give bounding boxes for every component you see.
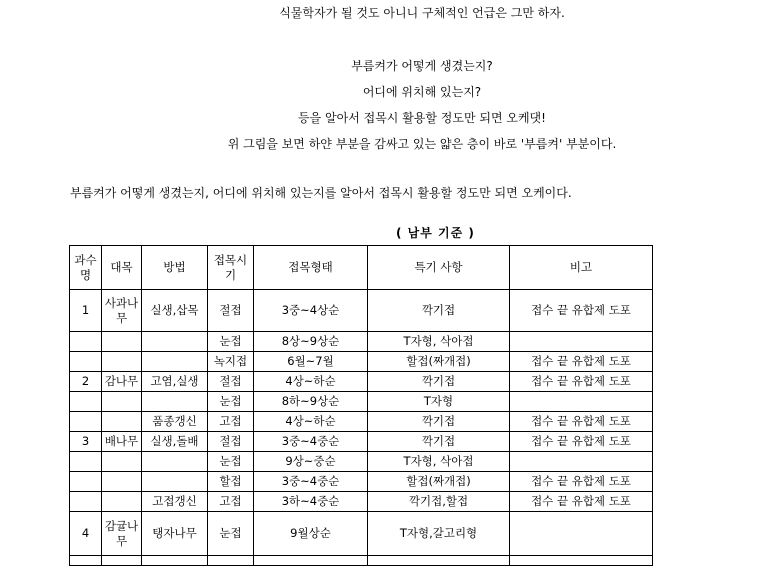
table-cell: 눈접 xyxy=(208,452,254,472)
table-cell: 3중~4중순 xyxy=(254,472,368,492)
table-cell: 녹지접 xyxy=(208,352,254,372)
table-row xyxy=(70,392,653,412)
table-cell: T자형, 삭아접 xyxy=(368,332,510,352)
table-cell: 9상~중순 xyxy=(254,452,368,472)
table-cell: 4상~하순 xyxy=(254,372,368,392)
table-cell xyxy=(142,392,208,412)
table-cell: 눈접 xyxy=(208,392,254,412)
table-cell xyxy=(510,556,653,566)
table-cell: 3중~4중순 xyxy=(254,432,368,452)
table-row xyxy=(70,290,653,332)
basis-note: ( 남부 기준 ) xyxy=(396,226,475,240)
center-line-4: 위 그림을 보면 하얀 부분을 감싸고 있는 얇은 층이 바로 '부름켜' 부분이다. xyxy=(227,137,617,151)
table-cell xyxy=(102,352,142,372)
header-cell: 비고 xyxy=(510,246,653,290)
table-cell: 사과나무 xyxy=(102,290,142,332)
table-cell: T자형, 삭아접 xyxy=(368,452,510,472)
table-row xyxy=(70,472,653,492)
table-row xyxy=(70,556,653,566)
table-cell: 접수 끝 유합제 도포 xyxy=(510,492,653,512)
table-cell xyxy=(510,512,653,556)
table-header-row xyxy=(70,246,653,290)
table-row xyxy=(70,372,653,392)
table-cell: 4상~하순 xyxy=(254,412,368,432)
header-cell: 특기 사항 xyxy=(368,246,510,290)
table-cell xyxy=(102,392,142,412)
table-row xyxy=(70,332,653,352)
table-cell: 깍기접 xyxy=(368,290,510,332)
table-cell: 접수 끝 유합제 도포 xyxy=(510,372,653,392)
summary-text: 부름켜가 어떻게 생겼는지, 어디에 위치해 있는지를 알아서 접목시 활용할 정도만 되면 오케이다. xyxy=(70,186,572,200)
center-line-1: 부름켜가 어떻게 생겼는지? xyxy=(351,59,493,73)
table-cell xyxy=(142,352,208,372)
table-cell: 절접 xyxy=(208,290,254,332)
center-line-2: 어디에 위치해 있는지? xyxy=(362,85,482,99)
table-cell: 절접 xyxy=(208,372,254,392)
table-cell: 3 xyxy=(70,432,102,452)
table-cell xyxy=(142,452,208,472)
header-cell: 접목시기 xyxy=(208,246,254,290)
table-cell: 6월~7월 xyxy=(254,352,368,372)
table-cell: 실생,삽목 xyxy=(142,290,208,332)
table-row xyxy=(70,452,653,472)
table-cell: 눈접 xyxy=(208,512,254,556)
table-cell xyxy=(142,332,208,352)
table-cell xyxy=(102,412,142,432)
table-cell: 고접 xyxy=(208,492,254,512)
table-cell xyxy=(254,556,368,566)
table-cell: 품종갱신 xyxy=(142,412,208,432)
table-cell xyxy=(142,472,208,492)
table-cell xyxy=(70,492,102,512)
table-cell xyxy=(102,452,142,472)
table-cell: 접수 끝 유합제 도포 xyxy=(510,472,653,492)
table-cell: 접수 끝 유합제 도포 xyxy=(510,352,653,372)
table-cell xyxy=(70,412,102,432)
table-cell: 3하~4중순 xyxy=(254,492,368,512)
table-cell xyxy=(510,452,653,472)
table-cell xyxy=(510,392,653,412)
table-cell: 4 xyxy=(70,512,102,556)
table-row xyxy=(70,412,653,432)
table-cell xyxy=(70,556,102,566)
table-cell: 절접 xyxy=(208,432,254,452)
table-cell xyxy=(102,556,142,566)
table-cell: 할접(짜개접) xyxy=(368,472,510,492)
table-cell: 8상~9상순 xyxy=(254,332,368,352)
table-cell: 접수 끝 유합제 도포 xyxy=(510,412,653,432)
grafting-table xyxy=(69,245,653,566)
table-row xyxy=(70,492,653,512)
table-cell: 깍기접 xyxy=(368,372,510,392)
table-cell: 할접 xyxy=(208,472,254,492)
table-cell: T자형,갈고리형 xyxy=(368,512,510,556)
table-cell xyxy=(208,556,254,566)
center-line-3: 등을 알아서 접목시 활용할 정도만 되면 오케댓! xyxy=(298,111,546,125)
table-cell: 3중~4상순 xyxy=(254,290,368,332)
table-row xyxy=(70,512,653,556)
table-cell: 배나무 xyxy=(102,432,142,452)
table-cell: 깍기접,할접 xyxy=(368,492,510,512)
table-row xyxy=(70,432,653,452)
table-cell: 접수 끝 유합제 도포 xyxy=(510,432,653,452)
table-cell xyxy=(70,452,102,472)
intro-text: 식물학자가 될 것도 아니니 구체적인 언급은 그만 하자. xyxy=(279,6,565,20)
table-cell: 9월상순 xyxy=(254,512,368,556)
table-cell: 깍기접 xyxy=(368,432,510,452)
table-cell: 1 xyxy=(70,290,102,332)
table-cell xyxy=(70,392,102,412)
table-cell: 실생,돌배 xyxy=(142,432,208,452)
table-cell: 고접갱신 xyxy=(142,492,208,512)
table-cell xyxy=(102,472,142,492)
table-cell: 2 xyxy=(70,372,102,392)
table-cell xyxy=(102,492,142,512)
table-cell: 감귤나무 xyxy=(102,512,142,556)
header-cell: 대목 xyxy=(102,246,142,290)
table-cell: 고염,실생 xyxy=(142,372,208,392)
table-cell: 탱자나무 xyxy=(142,512,208,556)
table-row xyxy=(70,352,653,372)
table-cell xyxy=(142,556,208,566)
header-cell: 방법 xyxy=(142,246,208,290)
table-cell: 깍기접 xyxy=(368,412,510,432)
table-cell: 눈접 xyxy=(208,332,254,352)
table-cell: 고접 xyxy=(208,412,254,432)
table-cell: 할접(짜개접) xyxy=(368,352,510,372)
table-cell: T자형 xyxy=(368,392,510,412)
table-cell xyxy=(510,332,653,352)
table-cell xyxy=(368,556,510,566)
table-cell: 접수 끝 유합제 도포 xyxy=(510,290,653,332)
table-cell xyxy=(102,332,142,352)
table-cell xyxy=(70,332,102,352)
table-cell: 감나무 xyxy=(102,372,142,392)
table-cell xyxy=(70,472,102,492)
table-cell: 8하~9상순 xyxy=(254,392,368,412)
header-cell: 과수명 xyxy=(70,246,102,290)
header-cell: 접목형태 xyxy=(254,246,368,290)
table-cell xyxy=(70,352,102,372)
